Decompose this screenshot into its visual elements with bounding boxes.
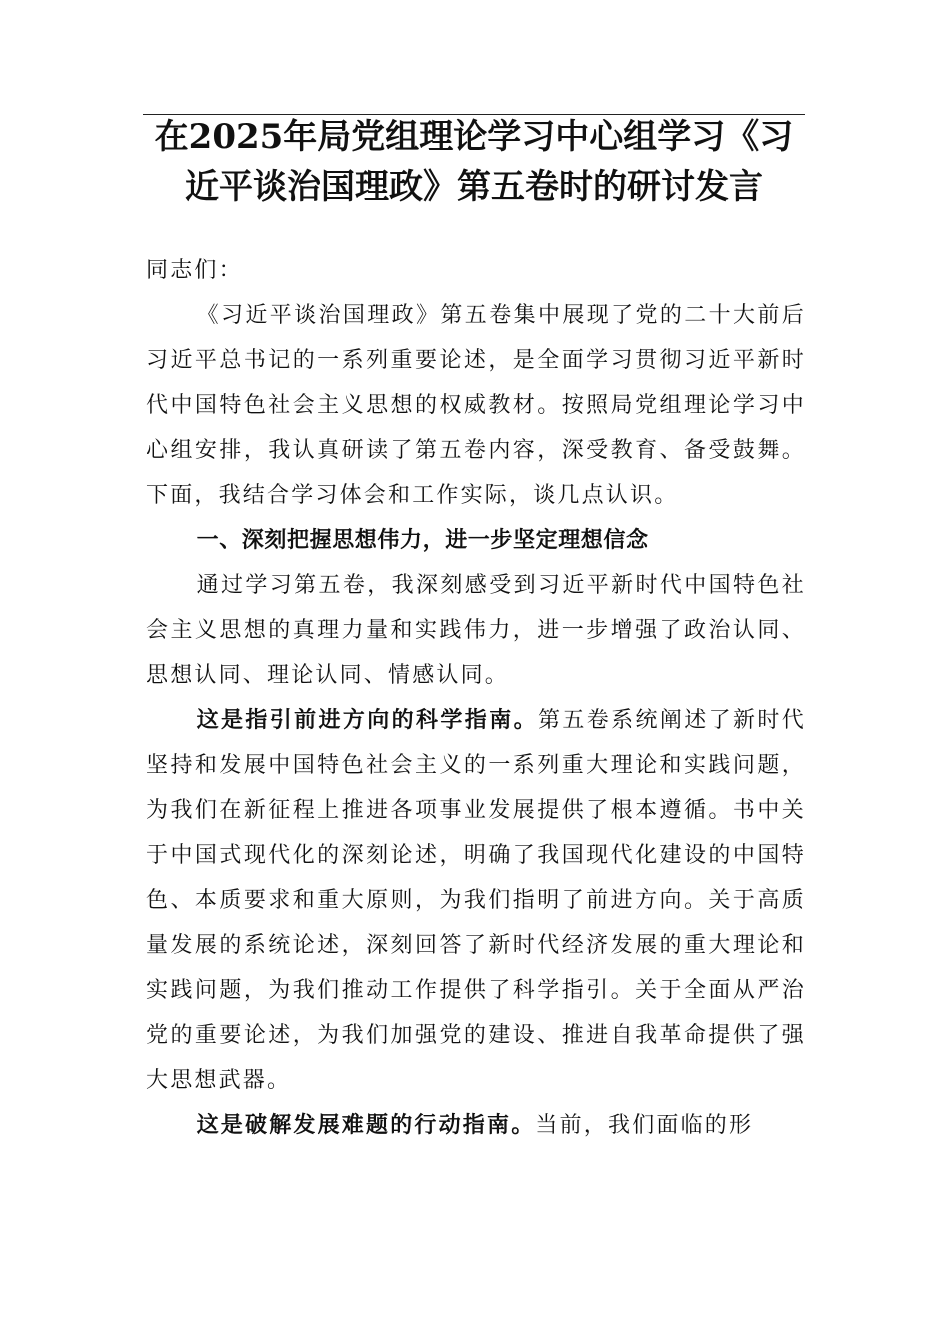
- section-1-paragraph-1: 通过学习第五卷，我深刻感受到习近平新时代中国特色社会主义思想的真理力量和实践伟力，进一步增强了政治认同、思想认同、理论认同、情感认同。: [146, 573, 806, 688]
- section-1-heading: 一、深刻把握思想伟力，进一步坚定理想信念: [196, 528, 649, 553]
- paragraph-3-body: 当前，我们面临的形: [535, 1113, 754, 1138]
- document-body: [146, 248, 806, 1148]
- salutation: 同志们：: [146, 258, 243, 283]
- section-1-paragraph-3: [146, 1103, 806, 1148]
- paragraph-2-lead: 这是指引前进方向的科学指南。: [196, 708, 538, 733]
- document-title: 在2025年局党组理论学习中心组学习《习近平谈治国理政》第五卷时的研讨发言: [154, 117, 794, 207]
- paragraph-3-lead: 这是破解发展难题的行动指南。: [196, 1113, 536, 1138]
- intro-paragraph: 《习近平谈治国理政》第五卷集中展现了党的二十大前后习近平总书记的一系列重要论述，是全面学习贯彻习近平新时代中国特色社会主义思想的权威教材。按照局党组理论学习中心组安排，我认真研读了第五卷内容，深受教育、备受鼓舞。下面，我结合学习体会和工作实际，谈几点认识。: [146, 303, 806, 508]
- paragraph-2-body: 第五卷系统阐述了新时代坚持和发展中国特色社会主义的一系列重大理论和实践问题，为我们在新征程上推进各项事业发展提供了根本遵循。书中关于中国式现代化的深刻论述，明确了我国现代化建设的中国特色、本质要求和重大原则，为我们指明了前进方向。关于高质量发展的系统论述，深刻回答了新时代经济发展的重大理论和实践问题，为我们推动工作提供了科学指引。关于全面从严治党的重要论述，为我们加强党的建设、推进自我革命提供了强大思想武器。: [146, 708, 806, 1093]
- section-1-paragraph-2: [146, 698, 806, 1103]
